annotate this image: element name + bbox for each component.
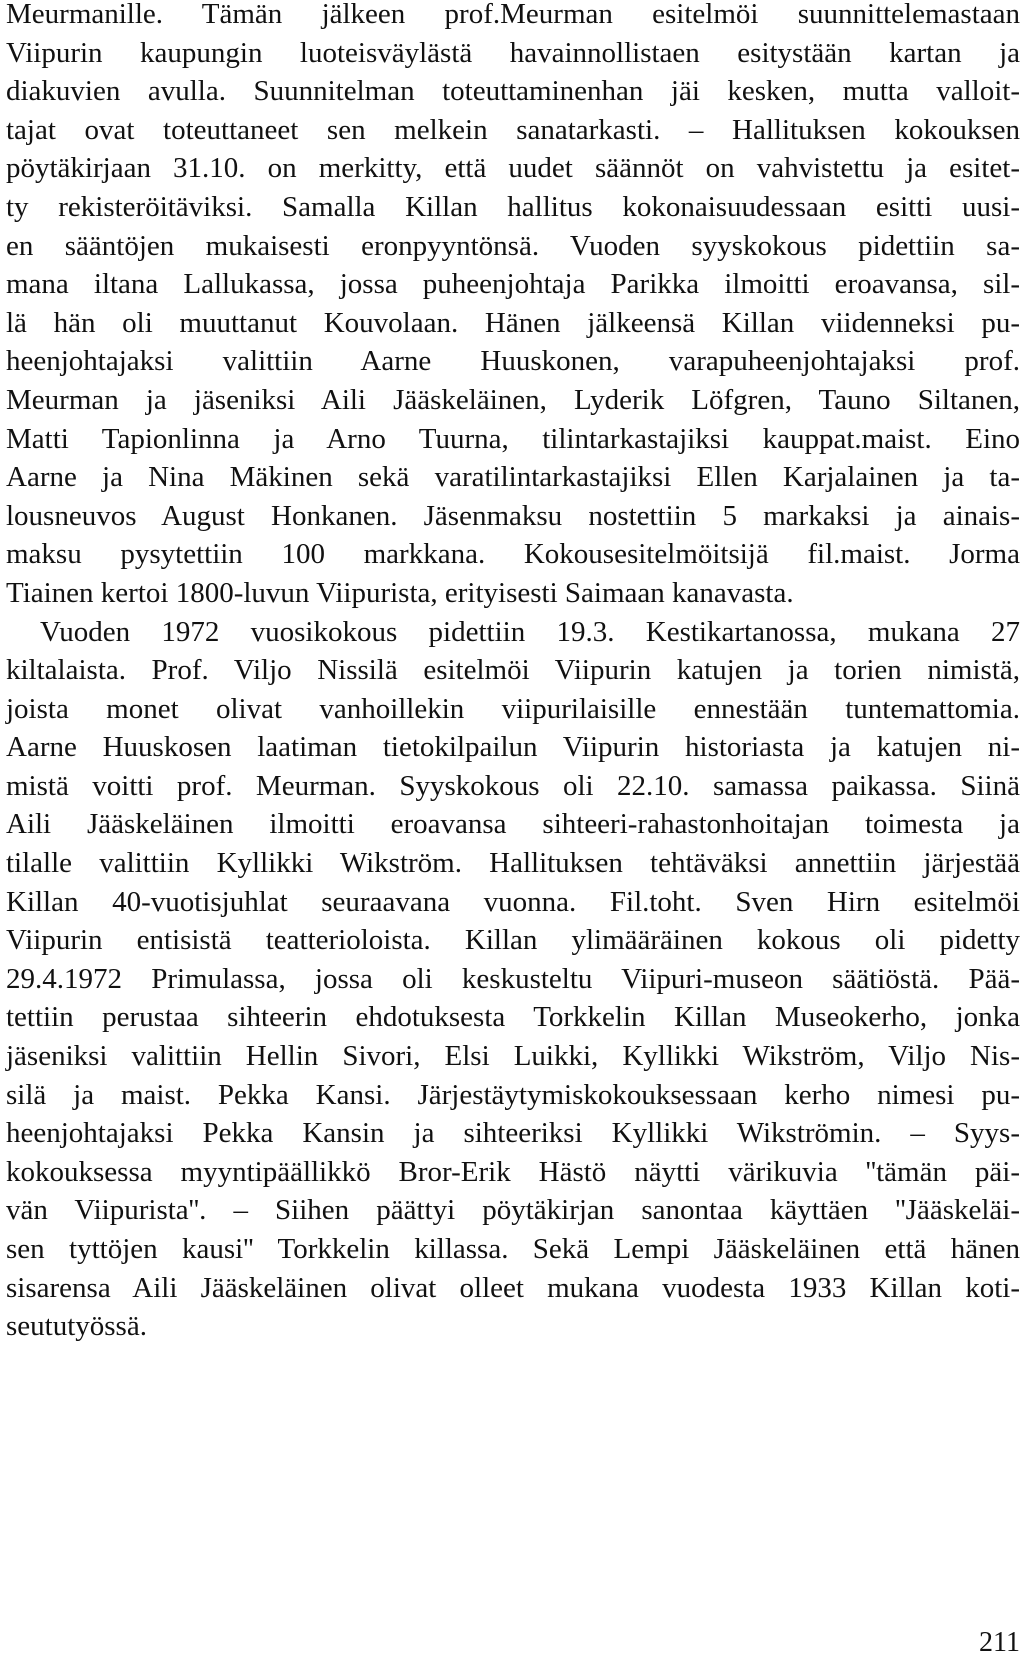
- text-line: Vuoden 1972 vuosikokous pidettiin 19.3. Kestikartanossa, mukana 27: [40, 615, 1020, 648]
- text-line: Tiainen kertoi 1800-luvun Viipurista, erityisesti Saimaan kanavasta.: [6, 576, 794, 609]
- text-line: kiltalaista. Prof. Viljo Nissilä esitelmöi Viipurin katujen ja torien nimistä,: [6, 654, 1020, 687]
- text-line: tilalle valittiin Kyllikki Wikström. Hallituksen tehtäväksi annettiin järjestää: [6, 847, 1020, 880]
- text-line: Aarne ja Nina Mäkinen sekä varatilintarkastajiksi Ellen Karjalainen ja ta-: [6, 461, 1020, 494]
- text-line: 29.4.1972 Primulassa, jossa oli keskusteltu Viipuri-museon säätiöstä. Pää-: [6, 962, 1020, 995]
- body-text: [6, 0, 1020, 1346]
- text-line: Matti Tapionlinna ja Arno Tuurna, tilintarkastajiksi kauppat.maist. Eino: [6, 422, 1020, 455]
- text-line: Meurmanille. Tämän jälkeen prof.Meurman esitelmöi suunnittelemastaan: [6, 0, 1020, 30]
- text-line: diakuvien avulla. Suunnitelman toteuttaminenhan jäi kesken, mutta valloit-: [6, 75, 1020, 108]
- page-number: 211: [979, 1627, 1020, 1658]
- text-line: Viipurin kaupungin luoteisväylästä havainnollistaen esitystään kartan ja: [6, 36, 1020, 69]
- text-line: mana iltana Lallukassa, jossa puheenjohtaja Parikka ilmoitti eroavansa, sil-: [6, 268, 1020, 301]
- text-line: kokouksessa myyntipäällikkö Bror-Erik Hästö näytti värikuvia ''tämän päi-: [6, 1155, 1020, 1188]
- text-line: Aarne Huuskosen laatiman tietokilpailun Viipurin historiasta ja katujen ni-: [6, 731, 1020, 764]
- text-line: sisarensa Aili Jääskeläinen olivat olleet mukana vuodesta 1933 Killan koti-: [6, 1271, 1020, 1304]
- text-line: Meurman ja jäseniksi Aili Jääskeläinen, Lyderik Löfgren, Tauno Siltanen,: [6, 383, 1020, 416]
- text-line: heenjohtajaksi Pekka Kansin ja sihteeriksi Kyllikki Wikströmin. – Syys-: [6, 1117, 1020, 1150]
- text-line: tajat ovat toteuttaneet sen melkein sanatarkasti. – Hallituksen kokouksen: [6, 113, 1020, 146]
- text-line: sen tyttöjen kausi'' Torkkelin killassa. Sekä Lempi Jääskeläinen että hänen: [6, 1233, 1020, 1265]
- text-line: lousneuvos August Honkanen. Jäsenmaksu nostettiin 5 markaksi ja ainais-: [6, 499, 1020, 532]
- text-line: lä hän oli muuttanut Kouvolaan. Hänen jälkeensä Killan viidenneksi pu-: [6, 306, 1020, 339]
- text-line: silä ja maist. Pekka Kansi. Järjestäytymiskokouksessaan kerho nimesi pu-: [6, 1078, 1020, 1111]
- text-line: Killan 40-vuotisjuhlat seuraavana vuonna. Fil.toht. Sven Hirn esitelmöi: [6, 885, 1020, 918]
- text-line: pöytäkirjaan 31.10. on merkitty, että uudet säännöt on vahvistettu ja esitet-: [6, 152, 1020, 185]
- text-line: en sääntöjen mukaisesti eronpyyntönsä. Vuoden syyskokous pidettiin sa-: [6, 229, 1020, 262]
- text-line: tettiin perustaa sihteerin ehdotuksesta Torkkelin Killan Museokerho, jonka: [6, 1001, 1020, 1034]
- text-line: mistä voitti prof. Meurman. Syyskokous oli 22.10. samassa paikassa. Siinä: [6, 769, 1020, 802]
- text-line: seututyössä.: [6, 1310, 147, 1343]
- text-line: ty rekisteröitäviksi. Samalla Killan hallitus kokonaisuudessaan esitti uusi-: [6, 190, 1020, 223]
- text-line: vän Viipurista''. – Siihen päättyi pöytäkirjan sanontaa käyttäen ''Jääskeläi-: [6, 1194, 1020, 1227]
- text-line: Aili Jääskeläinen ilmoitti eroavansa sihteeri-rahastonhoitajan toimesta ja: [6, 808, 1020, 841]
- text-line: maksu pysytettiin 100 markkana. Kokousesitelmöitsijä fil.maist. Jorma: [6, 538, 1020, 571]
- text-line: joista monet olivat vanhoillekin viipurilaisille ennestään tuntemattomia.: [6, 692, 1020, 725]
- text-line: Viipurin entisistä teatterioloista. Killan ylimääräinen kokous oli pidetty: [6, 924, 1020, 957]
- text-line: jäseniksi valittiin Hellin Sivori, Elsi Luikki, Kyllikki Wikström, Viljo Nis-: [6, 1040, 1020, 1073]
- text-line: heenjohtajaksi valittiin Aarne Huuskonen, varapuheenjohtajaksi prof.: [6, 345, 1020, 378]
